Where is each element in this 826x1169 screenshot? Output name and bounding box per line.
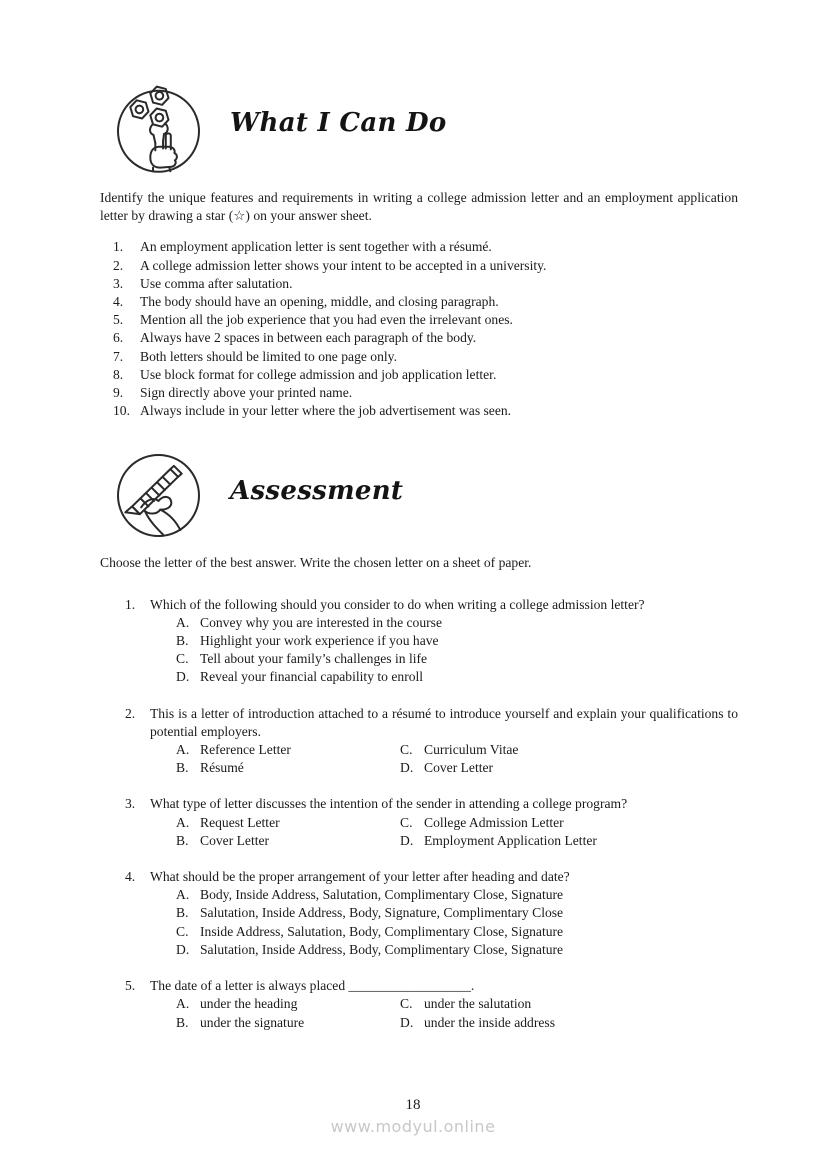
- option-label: A.: [176, 742, 190, 758]
- option-text: Résumé: [200, 760, 244, 776]
- list-item: [113, 366, 738, 384]
- question-number: 2.: [125, 705, 136, 721]
- question-number: 3.: [125, 796, 136, 812]
- list-item-text: A college admission letter shows your intent to be accepted in a university.: [140, 257, 547, 273]
- list-item: [113, 257, 738, 275]
- question-body: [150, 977, 738, 1032]
- options: [176, 614, 738, 687]
- option: [176, 759, 400, 777]
- list-item-number: 6.: [113, 330, 124, 346]
- what-i-can-do-section: [100, 83, 738, 420]
- question-body: [150, 795, 738, 850]
- list-item-number: 2.: [113, 257, 124, 273]
- list-item-number: 3.: [113, 275, 124, 291]
- list-item-number: 10.: [113, 403, 130, 419]
- option-label: B.: [176, 760, 189, 776]
- option-label: B.: [176, 832, 189, 848]
- list-item: [113, 329, 738, 347]
- list-item: [113, 384, 738, 402]
- option: [400, 995, 738, 1013]
- question-number: 5.: [125, 978, 136, 994]
- option-text: under the signature: [200, 1014, 305, 1030]
- option-text: Reveal your financial capability to enroll: [200, 669, 424, 685]
- option-label: B.: [176, 905, 189, 921]
- list-item: [113, 311, 738, 329]
- option-text: Employment Application Letter: [424, 832, 597, 848]
- question-body: [150, 596, 738, 687]
- options: [176, 995, 738, 1031]
- option-label: C.: [400, 742, 413, 758]
- list-item-text: An employment application letter is sent together with a résumé.: [140, 239, 492, 255]
- instruction-text: Choose the letter of the best answer. Write the chosen letter on a sheet of paper.: [100, 555, 532, 571]
- option-label: C.: [400, 996, 413, 1012]
- option-text: Salutation, Inside Address, Body, Complimentary Close, Signature: [200, 941, 564, 957]
- option: [176, 614, 738, 632]
- list-item: [113, 275, 738, 293]
- list-item-text: Use comma after salutation.: [140, 275, 293, 291]
- what-i-can-do-title: What I Can Do: [230, 108, 447, 139]
- list-item: [113, 238, 738, 256]
- option-text: Cover Letter: [200, 832, 270, 848]
- option-label: D.: [400, 1014, 414, 1030]
- option-text: under the salutation: [424, 996, 532, 1012]
- options: [176, 886, 738, 959]
- question: [125, 868, 738, 959]
- list-item: [113, 402, 738, 420]
- option: [176, 886, 738, 904]
- option: [400, 814, 738, 832]
- page-content: [0, 83, 826, 1032]
- intro-text: Identify the unique features and requirements in writing a college admission letter and an employment application letter by drawing a star (☆) on your answer sheet.: [100, 190, 738, 224]
- option-label: C.: [176, 651, 189, 667]
- option: [176, 814, 400, 832]
- option: [176, 995, 400, 1013]
- option-text: Curriculum Vitae: [424, 742, 519, 758]
- list-item-text: The body should have an opening, middle, and closing paragraph.: [140, 294, 499, 310]
- option-text: Salutation, Inside Address, Body, Signature, Complimentary Close: [200, 905, 564, 921]
- option-text: under the heading: [200, 996, 298, 1012]
- option-label: B.: [176, 1014, 189, 1030]
- option: [176, 650, 738, 668]
- list-item-number: 4.: [113, 294, 124, 310]
- list-item-number: 7.: [113, 348, 124, 364]
- option-text: Inside Address, Salutation, Body, Complimentary Close, Signature: [200, 923, 564, 939]
- list-item-text: Mention all the job experience that you had even the irrelevant ones.: [140, 312, 513, 328]
- option-label: D.: [400, 760, 414, 776]
- question-number: 4.: [125, 869, 136, 885]
- list-item-text: Use block format for college admission and job application letter.: [140, 366, 497, 382]
- option: [400, 741, 738, 759]
- option-label: C.: [400, 814, 413, 830]
- list-item: [113, 293, 738, 311]
- watermark: www.modyul.online: [330, 1117, 496, 1136]
- option-label: C.: [176, 923, 189, 939]
- option: [176, 904, 738, 922]
- option: [400, 832, 738, 850]
- list-item: [113, 348, 738, 366]
- option-text: College Admission Letter: [424, 814, 564, 830]
- option: [176, 923, 738, 941]
- option: [176, 941, 738, 959]
- list-item-text: Both letters should be limited to one page only.: [140, 348, 397, 364]
- assessment-header: [100, 450, 738, 541]
- page-number: 18: [405, 1097, 421, 1113]
- option: [400, 759, 738, 777]
- options: [176, 814, 738, 850]
- list-item-text: Always have 2 spaces in between each paragraph of the body.: [140, 330, 477, 346]
- list-item-number: 5.: [113, 312, 124, 328]
- question-text: Which of the following should you consider to do when writing a college admission letter?: [150, 596, 645, 612]
- option-label: A.: [176, 814, 190, 830]
- question-body: [150, 868, 738, 959]
- option-text: Body, Inside Address, Salutation, Complimentary Close, Signature: [200, 887, 564, 903]
- option-text: Tell about your family’s challenges in life: [200, 651, 428, 667]
- option: [176, 632, 738, 650]
- option-text: Cover Letter: [424, 760, 494, 776]
- option-text: Request Letter: [200, 814, 280, 830]
- option-label: D.: [176, 669, 190, 685]
- options: [176, 741, 738, 777]
- list-item-number: 1.: [113, 239, 124, 255]
- question: [125, 596, 738, 687]
- option: [176, 741, 400, 759]
- what-i-can-do-header: [100, 83, 738, 174]
- list-item-text: Always include in your letter where the job advertisement was seen.: [140, 403, 512, 419]
- option: [176, 1014, 400, 1032]
- option-label: A.: [176, 996, 190, 1012]
- questions: [100, 596, 738, 1032]
- assessment-section: [100, 450, 738, 1031]
- option-text: under the inside address: [424, 1014, 555, 1030]
- option: [176, 832, 400, 850]
- question-text: The date of a letter is always placed __________________.: [150, 978, 475, 994]
- question: [125, 705, 738, 778]
- writing-hand-icon: [113, 450, 204, 541]
- hand-wrench-icon: [113, 83, 204, 174]
- option-label: D.: [400, 832, 414, 848]
- option-label: B.: [176, 633, 189, 649]
- question-text: This is a letter of introduction attached to a résumé to introduce yourself and explain your qualifications to potential employers.: [150, 705, 738, 739]
- list-item-text: Sign directly above your printed name.: [140, 385, 353, 401]
- option: [400, 1014, 738, 1032]
- option-text: Reference Letter: [200, 742, 291, 758]
- list-item-number: 9.: [113, 385, 124, 401]
- option-label: A.: [176, 614, 190, 630]
- what-i-can-do-list: [100, 238, 738, 420]
- option: [176, 668, 738, 686]
- question-body: [150, 705, 738, 778]
- option-text: Highlight your work experience if you have: [200, 633, 439, 649]
- question: [125, 795, 738, 850]
- assessment-title: Assessment: [230, 475, 404, 506]
- question-text: What should be the proper arrangement of your letter after heading and date?: [150, 869, 570, 885]
- option-label: D.: [176, 941, 190, 957]
- question: [125, 977, 738, 1032]
- option-label: A.: [176, 887, 190, 903]
- option-text: Convey why you are interested in the course: [200, 614, 442, 630]
- question-number: 1.: [125, 596, 136, 612]
- list-item-number: 8.: [113, 366, 124, 382]
- question-text: What type of letter discusses the intention of the sender in attending a college program?: [150, 796, 628, 812]
